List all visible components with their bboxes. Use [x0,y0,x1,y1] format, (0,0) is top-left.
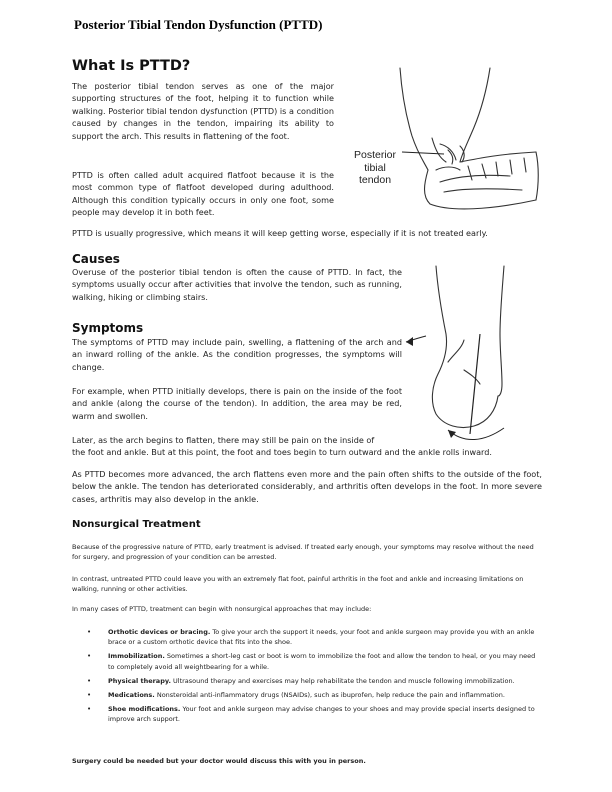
treatment-heading: Nonsurgical Treatment [72,519,201,530]
causes-heading: Causes [72,252,120,266]
list-item [72,676,542,686]
bullet-term: Medications. [108,691,155,700]
symptoms-paragraph-4: As PTTD becomes more advanced, the arch flattens even more and the pain often shifts to the outside of the foot, below the ankle. The tendon has deteriorated considerably, and arthritis often develops in the foot. In more severe cases, arthritis may also develop in the ankle. [72,469,542,504]
list-item [72,627,542,647]
list-item [72,704,542,724]
bullet-text: Nonsteroidal anti-inflammatory drugs (NSAIDs), such as ibuprofen, help reduce the pain and inflammation. [154,691,505,700]
treatment-paragraph-2: In contrast, untreated PTTD could leave you with an extremely flat foot, painful arthritis in the foot and ankle and increasing limitations on walking, running or other activities. [72,575,524,594]
bullet-icon: • [87,676,92,685]
causes-paragraph: Overuse of the posterior tibial tendon is often the cause of PTTD. In fact, the symptoms usually occur after activities that involve the tendon, such as running, walking, hiking or climbing stairs. [72,267,402,302]
bullet-icon: • [87,628,92,636]
foot-tendon-illustration [340,66,540,218]
bullet-icon: • [87,691,92,700]
symptoms-paragraph-3a: Later, as the arch begins to flatten, there may still be pain on the inside of [72,435,375,445]
closing-note: Surgery could be needed but your doctor would discuss this with you in person. [72,757,366,765]
what-is-paragraph-1: The posterior tibial tendon serves as one of the major supporting structures of the foot, helping it to function while walking. Posterior tibial tendon dysfunction (PTTD) is a condition caused by changes in the tendon, impairing its ability to support the arch. This results in flattening of the foot. [72,81,334,141]
bullet-term: Shoe modifications. [108,705,181,714]
bullet-icon: • [87,705,92,714]
treatment-paragraph-1: Because of the progressive nature of PTTD, early treatment is advised. If treated early enough, your symptoms may resolve without the need for surgery, and progression of your condition can be arrested. [72,543,534,562]
bullet-text: To give your arch the support it needs, your foot and ankle surgeon may provide you with an ankle brace or a custom orthotic device that fits into the shoe. [108,628,535,647]
what-is-paragraph-3: PTTD is usually progressive, which means it will keep getting worse, especially if it is not treated early. [72,228,488,238]
bullet-term: Physical therapy. [108,676,171,685]
symptoms-paragraph-1: The symptoms of PTTD may include pain, swelling, a flattening of the arch and an inward rolling of the ankle. As the condition progresses, the symptoms will change. [72,337,402,372]
what-is-paragraph-2: PTTD is often called adult acquired flatfoot because it is the most common type of flatfoot developed during adulthood. Although this condition typically occurs in only one foot, some people may develop it in both feet. [72,170,334,218]
tendon-label-line-3: tendon [358,174,392,186]
ankle-rolling-illustration [404,262,524,444]
bullet-term: Immobilization. [108,652,165,661]
tendon-label-line-2: tibial [364,161,386,174]
list-item [72,690,542,700]
bullet-text: Ultrasound therapy and exercises may help rehabilitate the tendon and muscle following immobilization. [170,676,515,685]
list-item [72,651,542,671]
what-is-heading: What Is PTTD? [72,58,191,74]
treatment-options-list [72,627,542,729]
bullet-term: Orthotic devices or bracing. [108,628,211,636]
symptoms-paragraph-2: For example, when PTTD initially develops, there is pain on the inside of the foot and ankle (along the course of the tendon). In addition, the area may be red, warm and swollen. [72,386,402,421]
treatment-paragraph-3: In many cases of PTTD, treatment can begin with nonsurgical approaches that may include: [72,605,372,613]
bullet-text: Sometimes a short-leg cast or boot is worn to immobilize the foot and allow the tendon to heal, or you may need to completely avoid all weightbearing for a while. [108,652,536,671]
symptoms-paragraph-3b: the foot and ankle. But at this point, the foot and toes begin to turn outward and the ankle rolls inward. [72,447,492,457]
bullet-text: Your foot and ankle surgeon may advise changes to your shoes and may provide special inserts designed to improve arch support. [108,705,535,724]
document-header: Posterior Tibial Tendon Dysfunction (PTTD) [74,17,323,32]
tendon-label-line-1: Posterior [353,149,396,161]
bullet-icon: • [87,652,92,661]
tendon-label [344,149,406,187]
symptoms-heading: Symptoms [72,321,144,335]
